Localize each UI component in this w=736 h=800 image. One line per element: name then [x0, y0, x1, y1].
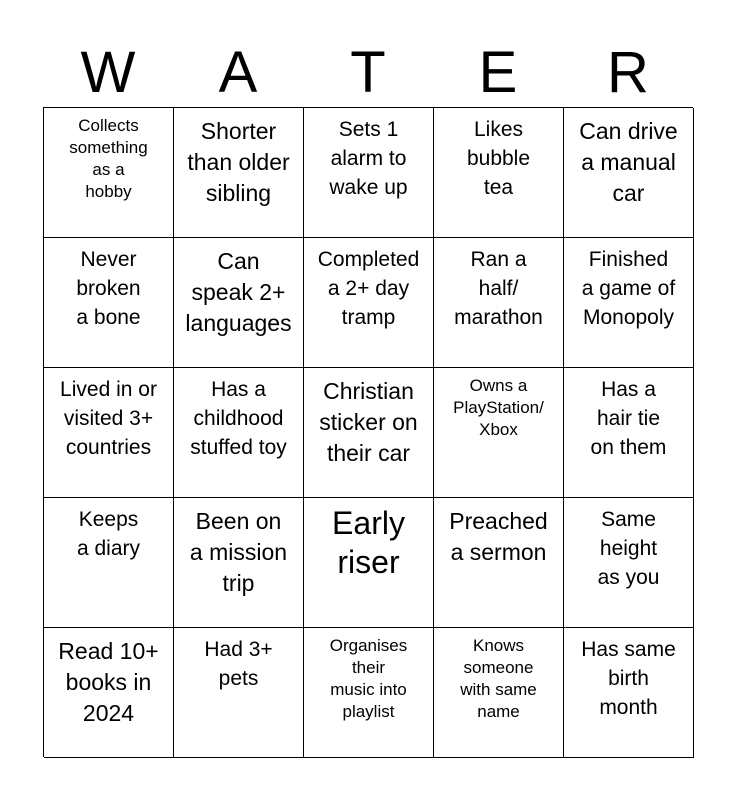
bingo-cell-text: Sets 1 alarm to wake up: [329, 118, 408, 199]
header-letter-t: T: [350, 40, 386, 105]
bingo-cell[interactable]: [174, 108, 304, 238]
bingo-cell-text: Been on a mission trip: [189, 508, 288, 596]
bingo-cell-text: Finished a game of Monopoly: [581, 248, 676, 329]
bingo-cell[interactable]: [304, 108, 434, 238]
bingo-cell[interactable]: [44, 108, 174, 238]
bingo-cell-text: Has same birth month: [581, 638, 676, 719]
bingo-cell-text: Keeps a diary: [76, 508, 141, 560]
bingo-cell[interactable]: [564, 238, 694, 368]
bingo-cell-text: Likes bubble tea: [466, 118, 531, 199]
bingo-cell-text: Can speak 2+ languages: [185, 248, 292, 336]
bingo-cell[interactable]: [304, 238, 434, 368]
bingo-cell-text: Read 10+ books in 2024: [58, 638, 159, 726]
bingo-cell-text: Can drive a manual car: [579, 118, 678, 206]
header-letter-e: E: [478, 40, 518, 105]
bingo-cell[interactable]: [564, 498, 694, 628]
bingo-cell[interactable]: [304, 628, 434, 758]
bingo-cell[interactable]: [434, 238, 564, 368]
bingo-cell-text: Lived in or visited 3+ countries: [60, 378, 157, 459]
bingo-cell-text: Had 3+ pets: [204, 638, 273, 690]
bingo-cell[interactable]: [44, 628, 174, 758]
bingo-cell[interactable]: [564, 108, 694, 238]
bingo-cell-text: Knows someone with same name: [460, 636, 537, 721]
bingo-cell[interactable]: [44, 238, 174, 368]
header-letter-w: W: [80, 40, 136, 105]
bingo-cell[interactable]: [174, 628, 304, 758]
bingo-cell[interactable]: [44, 368, 174, 498]
bingo-header: [43, 40, 693, 106]
bingo-cell-text: Early riser: [332, 505, 405, 580]
bingo-cell-text: Organises their music into playlist: [329, 636, 408, 721]
bingo-cell[interactable]: [434, 498, 564, 628]
bingo-cell-text: Collects something as a hobby: [69, 116, 148, 201]
bingo-cell-text: Ran a half/ marathon: [454, 248, 543, 329]
bingo-cell-text: Christian sticker on their car: [319, 378, 418, 466]
bingo-cell-text: Same height as you: [597, 508, 660, 589]
bingo-cell[interactable]: [174, 368, 304, 498]
bingo-cell[interactable]: [564, 628, 694, 758]
bingo-cell-text: Completed a 2+ day tramp: [317, 248, 420, 329]
bingo-board: [43, 107, 693, 757]
bingo-cell[interactable]: [434, 628, 564, 758]
header-letter-r: R: [607, 40, 649, 105]
bingo-cell[interactable]: [44, 498, 174, 628]
bingo-cell[interactable]: [564, 368, 694, 498]
header-letter-a: A: [218, 40, 258, 105]
bingo-cell-text: Shorter than older sibling: [187, 118, 290, 206]
bingo-cell[interactable]: [304, 368, 434, 498]
bingo-cell-text: Has a hair tie on them: [590, 378, 667, 459]
bingo-cell[interactable]: [174, 238, 304, 368]
bingo-cell[interactable]: [434, 108, 564, 238]
bingo-cell-text: Preached a sermon: [449, 508, 548, 565]
bingo-cell[interactable]: [174, 498, 304, 628]
bingo-cell-text: Has a childhood stuffed toy: [190, 378, 287, 459]
bingo-cell-text: Never broken a bone: [76, 248, 141, 329]
bingo-cell[interactable]: [304, 498, 434, 628]
bingo-cell-text: Owns a PlayStation/ Xbox: [453, 376, 544, 439]
bingo-cell[interactable]: [434, 368, 564, 498]
